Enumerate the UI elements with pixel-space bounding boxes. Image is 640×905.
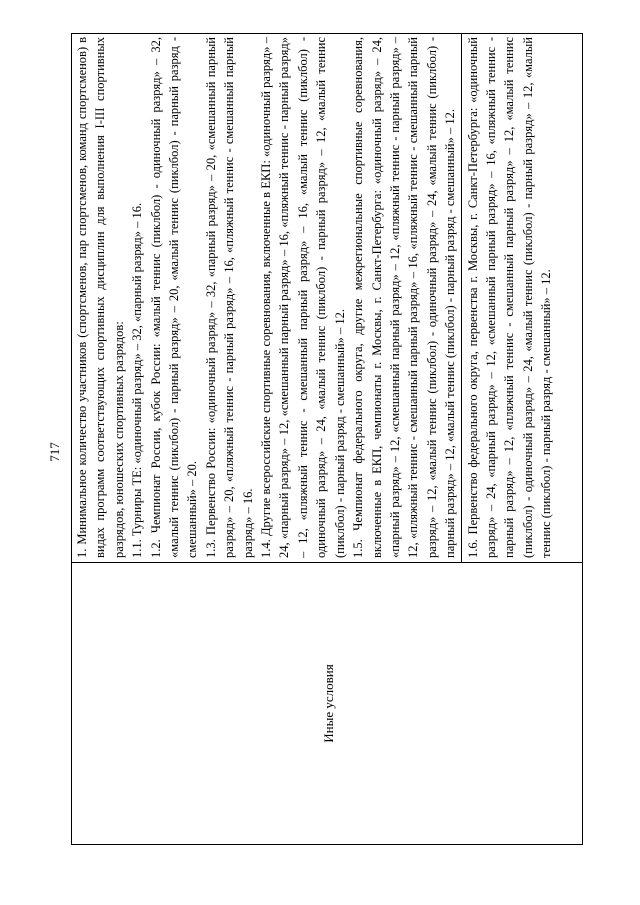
condition-item-1-3: 1.3. Первенство России: «одиночный разряд» – 32, «парный разряд» – 20, «смешанный парный разряд» – 20, «пляжный теннис - парный разряд» – 16, «пляжный теннис - смешанный парный разряд» – 16. bbox=[203, 37, 255, 558]
condition-item-1-1: 1.1. Турниры ТЕ: «одиночный разряд» – 32, «парный разряд» – 16. bbox=[130, 202, 145, 558]
condition-item-1-5: 1.5. Чемпионат федерального округа, другие межрегиональные спортивные соревнования, включенные в ЕКП, чемпионаты г. Москвы, г. Санкт-Петербурга: «одиночный разряд» – 24, «парный разряд» – 12, «смешанный парный разряд» – 12, «пляжный теннис - парный разряд» – 12, «пляжный теннис - смешанный парный разряд» – 16, «пляжный теннис - смешанный парный разряд» – 12, «малый теннис (пиклбол) - одиночный разряд» – 24, «малый теннис (пиклбол) - парный разряд» – 12, «малый теннис (пиклбол) - парный разряд - смешанный» – 12. bbox=[351, 37, 458, 558]
conditions-intro: 1. Минимальное количество участников (спортсменов, пар спортсменов, команд спортсменов) в видах программ соответствующих спортивных дисциплин для выполнения I-III спортивных разрядов, юношеских спортивных разрядов: bbox=[75, 37, 126, 558]
row-divider bbox=[461, 34, 462, 562]
page-number: 717 bbox=[47, 442, 62, 462]
condition-item-1-4: 1.4. Другие всероссийские спортивные соревнования, включенные в ЕКП: «одиночный разряд» – 24, «парный разряд» – 12, «смешанный парный разряд» – 16, «пляжный теннис - парный разряд» – 12, «пляжный теннис - смешанный парный разряд» – 16, «малый теннис (пиклбол) - одиночный разряд» – 24, «малый теннис (пиклбол) - парный разряд» – 12, «малый теннис (пиклбол) - парный разряд - смешанный» – 12. bbox=[259, 37, 347, 558]
label-cell bbox=[72, 562, 582, 844]
conditions-table bbox=[71, 33, 583, 845]
condition-item-1-2: 1.2. Чемпионат России, кубок России: «малый теннис (пиклбол) - одиночный разряд» – 32, «малый теннис (пиклбол) - парный разряд» – 20, «малый теннис (пиклбол) - парный разряд - смешанный» – 20. bbox=[148, 37, 200, 558]
row-label: Иные условия bbox=[321, 664, 336, 743]
content-cell bbox=[72, 34, 582, 562]
condition-item-1-6: 1.6. Первенство федерального округа, первенства г. Москвы, г. Санкт-Петербурга: «одиночный разряд» – 24, «парный разряд» – 12, «смешанный парный разряд» – 16, «пляжный теннис - парный разряд» – 12, «пляжный теннис - смешанный парный разряд» – 12, «малый теннис (пиклбол) - одиночный разряд» – 24, «малый теннис (пиклбол) - парный разряд» – 12, «малый теннис (пиклбол) - парный разряд - смешанный» – 12. bbox=[465, 37, 554, 558]
